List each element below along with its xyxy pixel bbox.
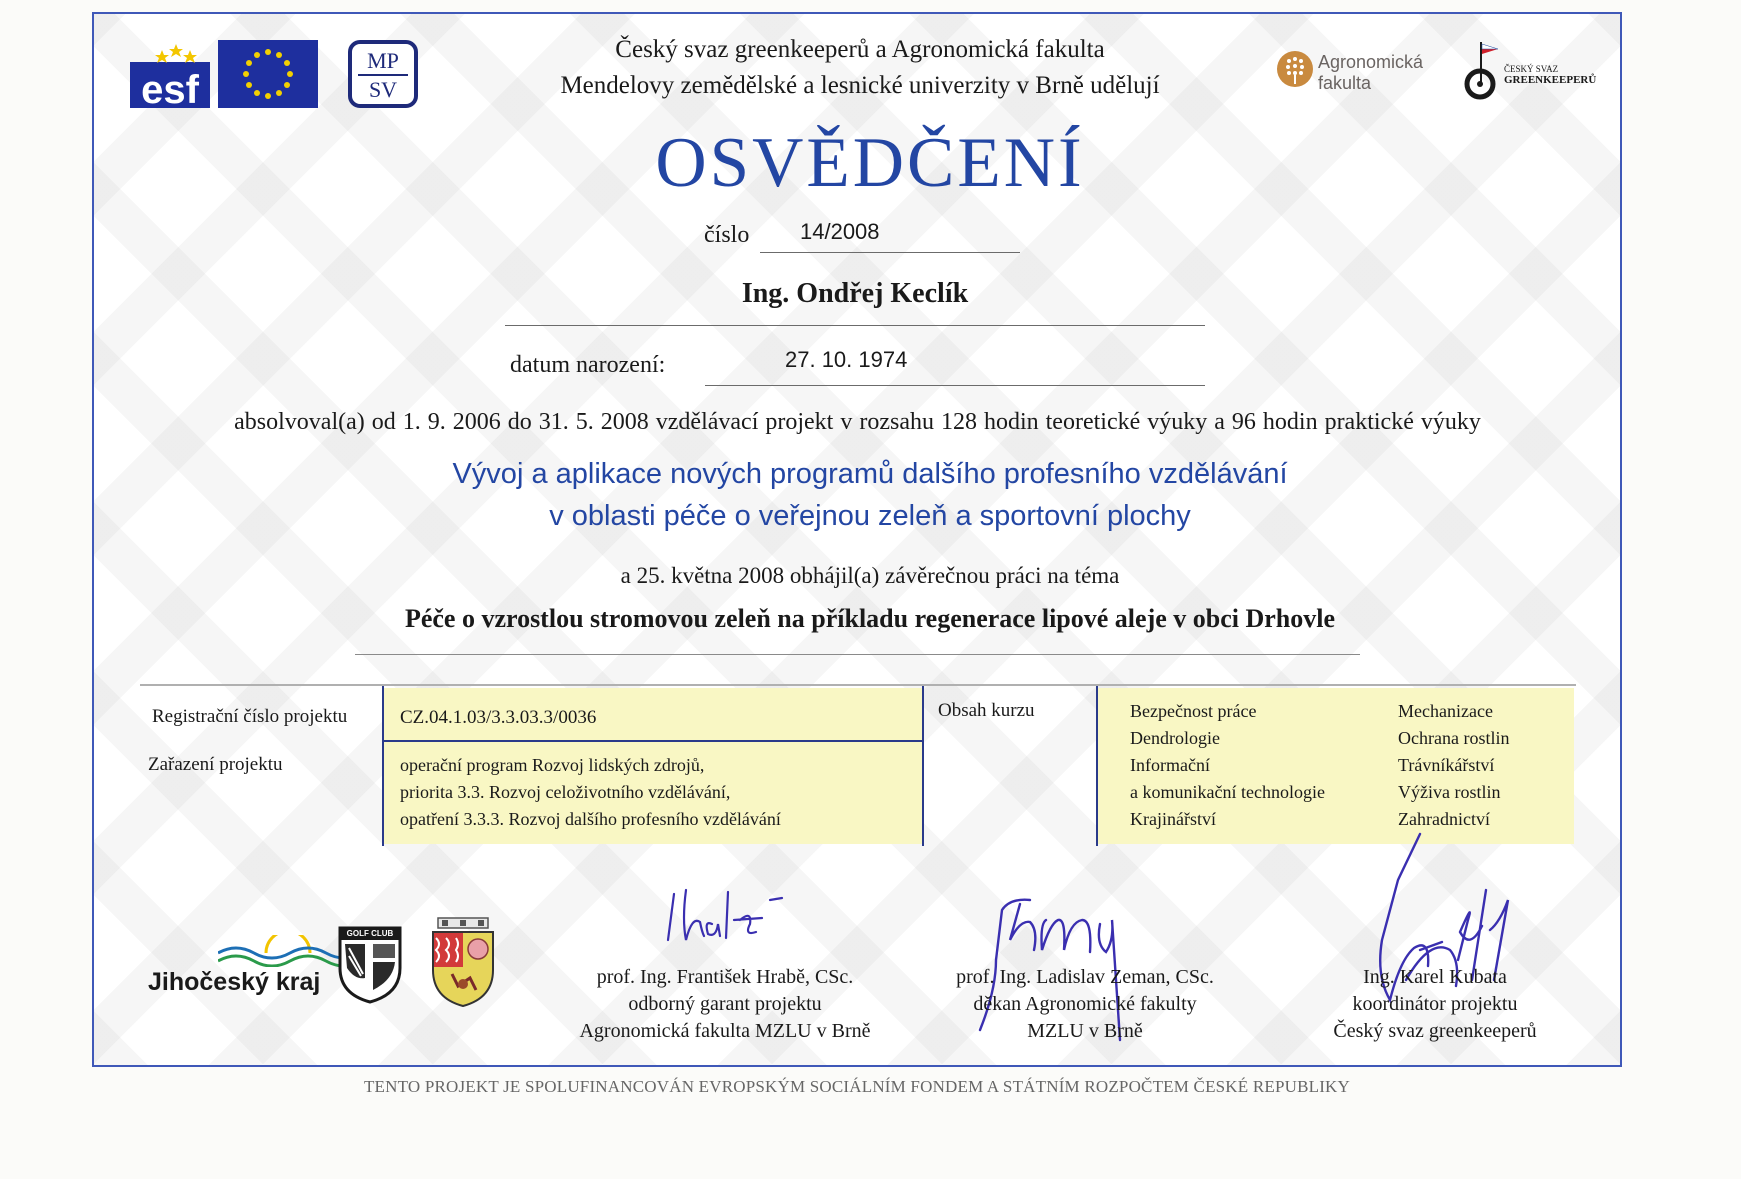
signatory-org: Český svaz greenkeeperů — [1333, 1020, 1537, 1042]
esf-logo-text: esf — [141, 68, 199, 108]
classification-text — [400, 752, 781, 833]
course-content-col-2 — [1398, 698, 1509, 833]
birth-label: datum narození: — [510, 352, 666, 378]
signatory-org: Agronomická fakulta MZLU v Brně — [579, 1020, 871, 1042]
course-content-col-1 — [1130, 698, 1325, 833]
signatory-kubata — [1250, 964, 1620, 1045]
agro-line-1: Agronomická — [1318, 52, 1424, 72]
course-statement: absolvoval(a) od 1. 9. 2006 do 31. 5. 2008 vzdělávací projekt v rozsahu 128 hodin teoretické výuky a 96 hodin praktické výuky — [234, 409, 1481, 435]
table-divider-1 — [382, 686, 384, 846]
number-underline — [760, 252, 1020, 253]
org-line-1: Český svaz greenkeeperů a Agronomická fakulta — [615, 36, 1105, 63]
signatory-name: prof. Ing. Ladislav Zeman, CSc. — [956, 966, 1214, 988]
thesis-underline — [355, 654, 1360, 655]
defended-statement: a 25. května 2008 obhájil(a) závěrečnou práci na téma — [620, 563, 1120, 588]
greenkeeper-line-1: ČESKÝ SVAZ — [1504, 64, 1559, 74]
table-divider-3 — [1096, 686, 1098, 846]
greenkeeper-logo — [1458, 40, 1608, 102]
course-subject: Krajinářství — [1130, 809, 1216, 829]
birth-underline — [705, 385, 1205, 386]
course-subject: a komunikační technologie — [1130, 782, 1325, 802]
mpsv-top-text: MP — [367, 48, 399, 73]
reg-number-label: Registrační číslo projektu — [152, 706, 348, 727]
signatory-name: Ing. Karel Kubata — [1363, 966, 1507, 988]
classification-line: operační program Rozvoj lidských zdrojů, — [400, 755, 705, 775]
eu-flag-logo — [218, 40, 318, 108]
number-value: 14/2008 — [800, 219, 880, 244]
course-subject: Zahradnictví — [1398, 809, 1490, 829]
signatory-role: koordinátor projektu — [1352, 993, 1518, 1015]
course-subject: Bezpečnost práce — [1130, 701, 1257, 721]
table-divider-2 — [922, 686, 924, 846]
golf-club-crest — [337, 918, 403, 1004]
golf-flag-icon — [1458, 40, 1504, 100]
reg-number-value: CZ.04.1.03/3.3.03.3/0036 — [400, 707, 597, 728]
course-content-label: Obsah kurzu — [938, 700, 1035, 721]
agronomicka-fakulta-logo — [1276, 48, 1466, 98]
municipal-coat-of-arms — [430, 916, 496, 1008]
esf-logo — [130, 40, 210, 108]
region-name: Jihočeský kraj — [148, 968, 321, 996]
program-line-2: v oblasti péče o veřejnou zeleň a sportovní plochy — [549, 500, 1191, 532]
table-row-divider — [384, 740, 922, 742]
jihocesky-kraj-logo — [148, 935, 321, 996]
signatory-org: MZLU v Brně — [1027, 1020, 1143, 1042]
course-subject: Trávníkářství — [1398, 755, 1495, 775]
thesis-title: Péče o vzrostlou stromovou zeleň na příkladu regenerace lipové aleje v obci Drhovle — [404, 604, 1336, 633]
signatory-name: prof. Ing. František Hrabě, CSc. — [596, 966, 854, 988]
signatory-zeman — [900, 964, 1270, 1045]
greenkeeper-line-2: GREENKEEPERŮ — [1504, 74, 1597, 86]
signatory-hrabe — [540, 964, 910, 1045]
classification-line: opatření 3.3.3. Rozvoj dalšího profesního vzdělávání — [400, 809, 781, 829]
classification-label: Zařazení projektu — [148, 754, 283, 775]
number-label: číslo — [704, 222, 750, 248]
org-line-2: Mendelovy zemědělské a lesnické univerzity v Brně udělují — [560, 72, 1160, 99]
course-subject: Výživa rostlin — [1398, 782, 1501, 802]
course-subject: Dendrologie — [1130, 728, 1220, 748]
golf-club-label: GOLF CLUB — [346, 929, 394, 938]
birth-value: 27. 10. 1974 — [785, 347, 908, 372]
classification-line: priorita 3.3. Rozvoj celoživotního vzdělávání, — [400, 782, 731, 802]
program-line-1: Vývoj a aplikace nových programů dalšího profesního vzdělávání — [452, 458, 1288, 490]
mpsv-logo — [348, 40, 418, 108]
recipient-name: Ing. Ondřej Keclík — [741, 278, 969, 309]
name-underline — [505, 325, 1205, 326]
agro-line-2: fakulta — [1318, 73, 1372, 93]
signature-hrabe — [660, 880, 800, 950]
certificate-title: OSVĚDČENÍ — [655, 124, 1085, 202]
course-subject: Informační — [1130, 755, 1210, 775]
project-info-table — [140, 684, 1576, 844]
signatory-role: děkan Agronomické fakulty — [973, 993, 1197, 1015]
course-subject: Ochrana rostlin — [1398, 728, 1510, 748]
mpsv-bottom-text: SV — [368, 77, 398, 102]
course-subject: Mechanizace — [1398, 701, 1493, 721]
signatory-role: odborný garant projektu — [628, 993, 822, 1015]
funding-footer: TENTO PROJEKT JE SPOLUFINANCOVÁN EVROPSKÝM SOCIÁLNÍM FONDEM A STÁTNÍM ROZPOČTEM ČESKÉ REPUBLIKY — [363, 1077, 1351, 1096]
